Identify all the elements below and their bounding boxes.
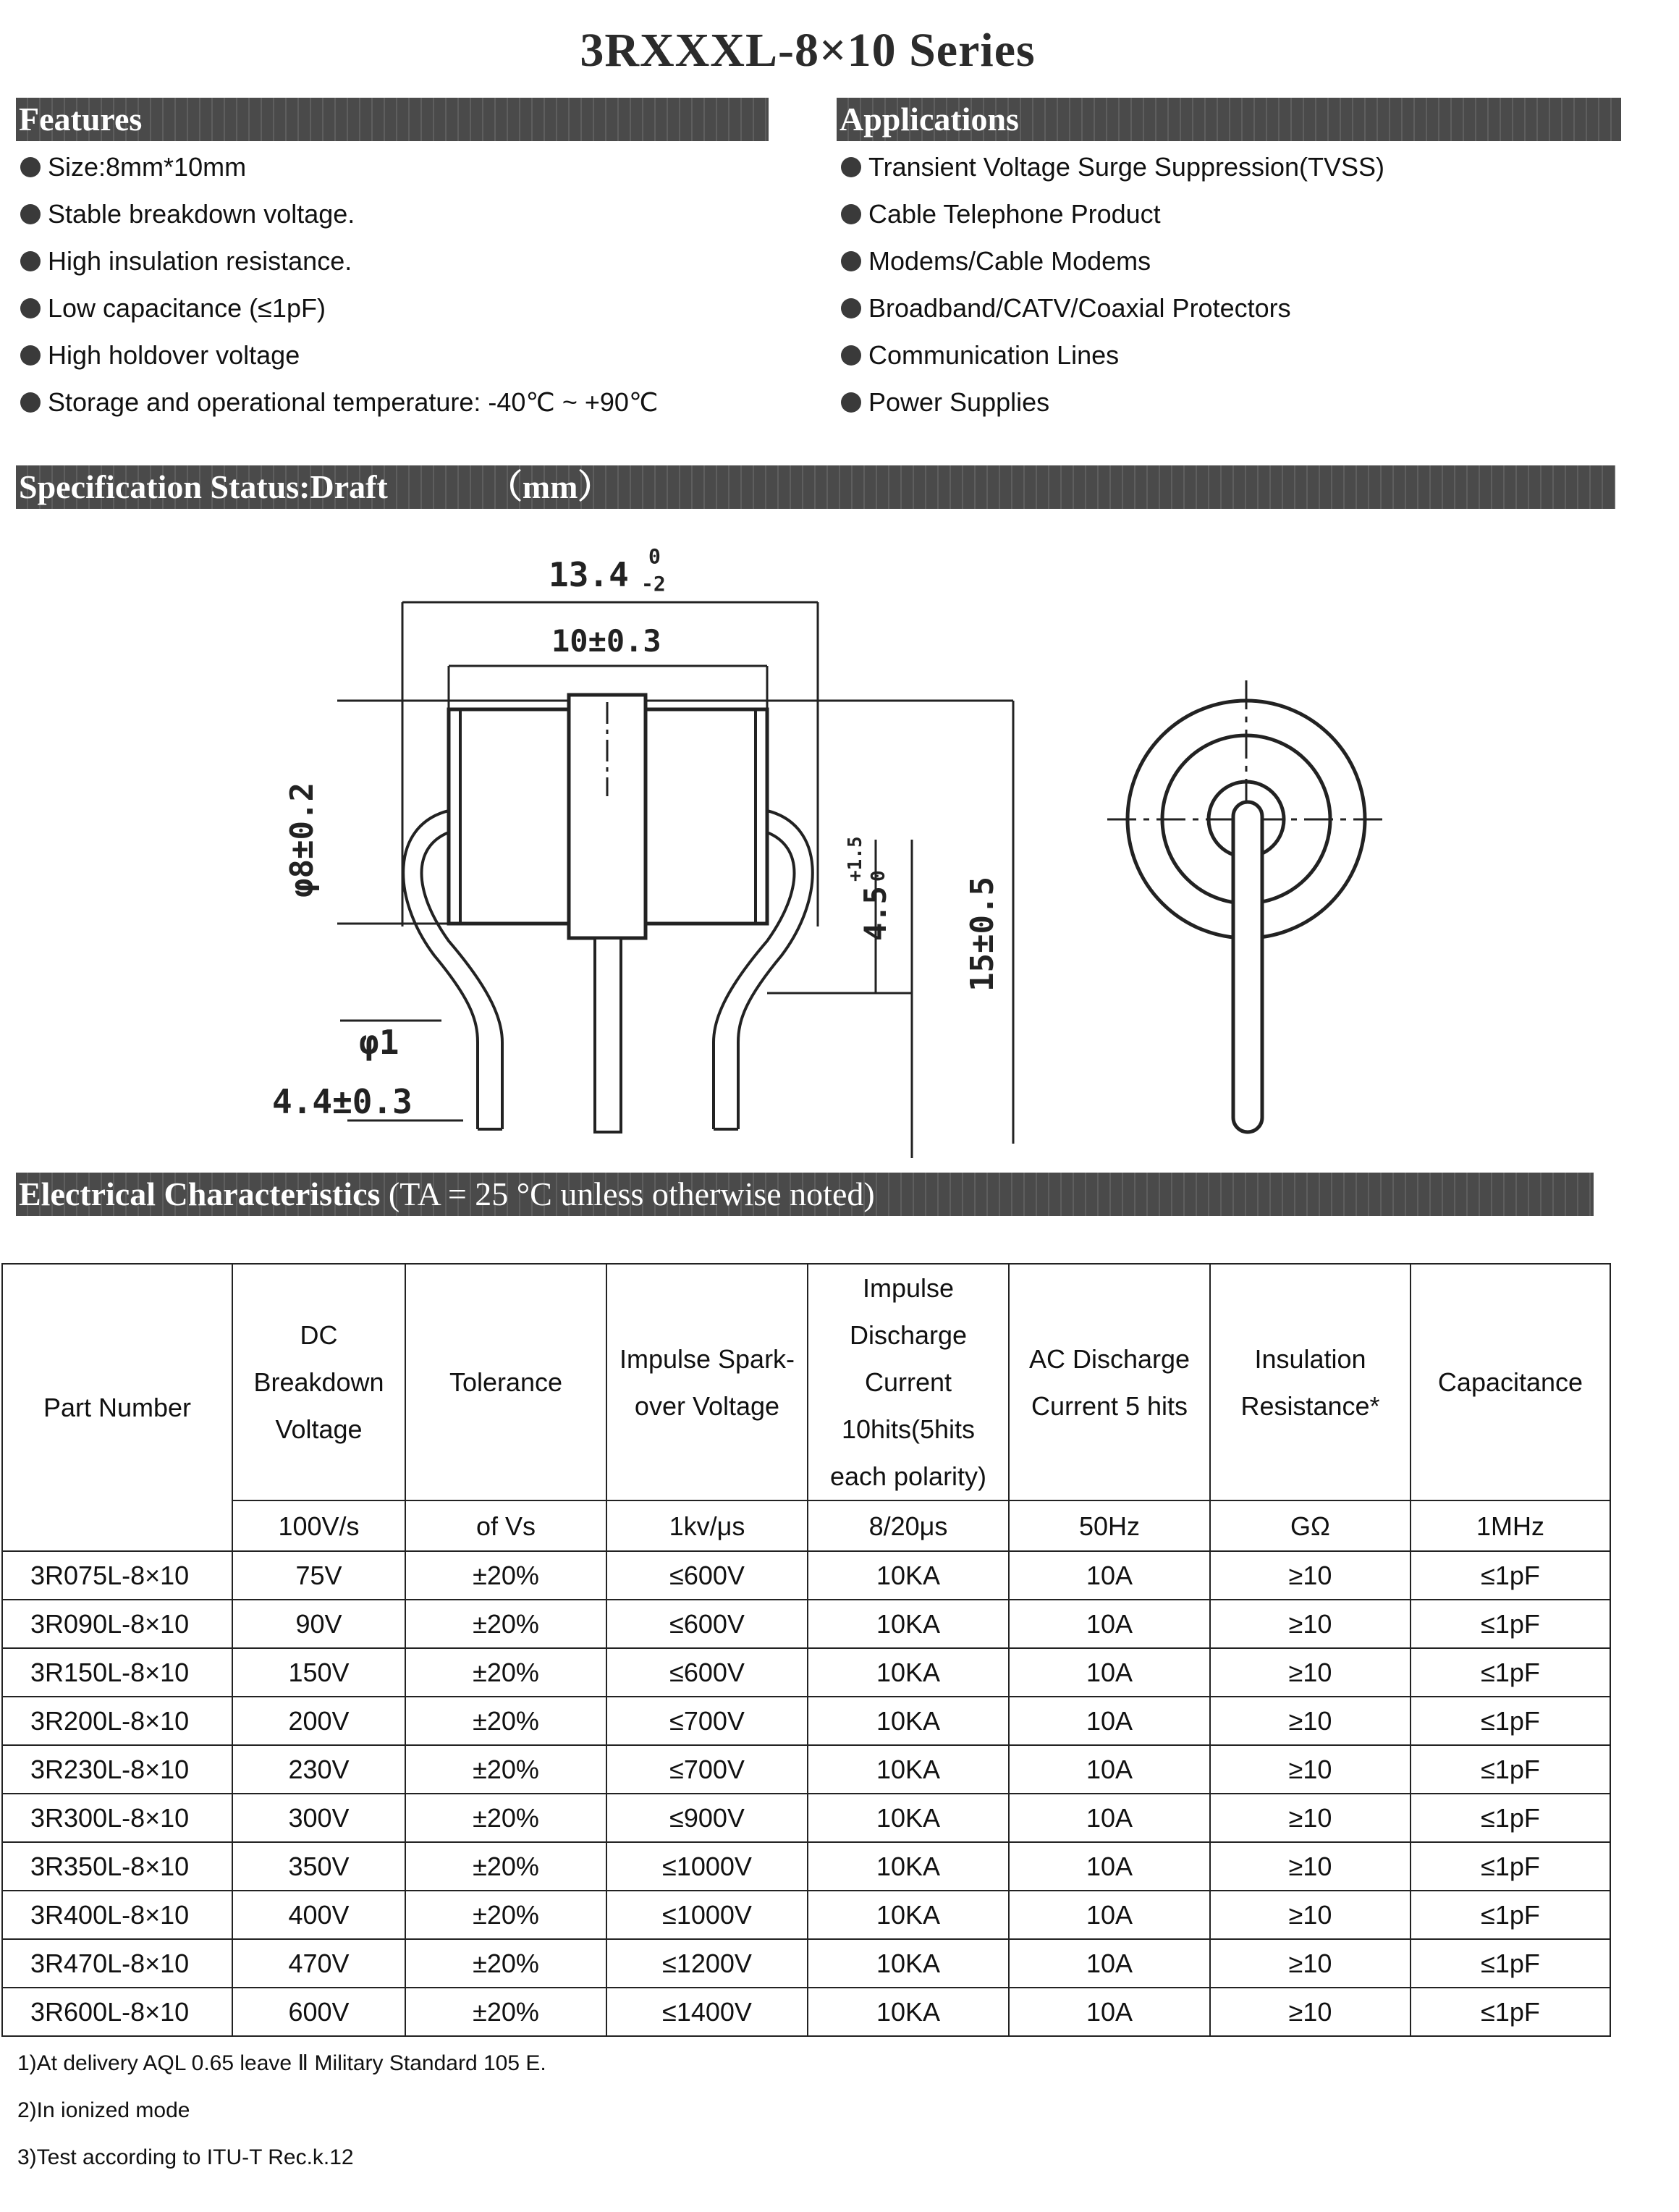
header-part-number: Part Number	[2, 1264, 232, 1551]
header-tolerance: Tolerance	[405, 1264, 606, 1500]
specification-heading-label: Specification Status:Draft	[19, 468, 388, 505]
list-item: Modems/Cable Modems	[841, 237, 1384, 284]
page-title: 3RXXXL-8×10 Series	[580, 24, 1036, 77]
bullet-icon	[841, 204, 861, 224]
table-cell: ≤1pF	[1411, 1648, 1610, 1697]
table-cell: 200V	[232, 1697, 405, 1745]
header-impulse-discharge: Impulse Discharge Current 10hits(5hits each polarity)	[808, 1264, 1009, 1500]
table-cell: ≥10	[1210, 1988, 1411, 2036]
table-cell: ≤1pF	[1411, 1745, 1610, 1794]
table-cell: ±20%	[405, 1745, 606, 1794]
table-cell: ≤600V	[606, 1551, 808, 1600]
table-cell: ≤1400V	[606, 1988, 808, 2036]
table-cell: ±20%	[405, 1988, 606, 2036]
table-cell: 3R090L-8×10	[2, 1600, 232, 1648]
table-row	[2, 1794, 1610, 1842]
table-cell: 150V	[232, 1648, 405, 1697]
applications-list	[841, 143, 1384, 426]
list-item: Cable Telephone Product	[841, 190, 1384, 237]
table-cell: ≥10	[1210, 1551, 1411, 1600]
table-cell: ≤700V	[606, 1745, 808, 1794]
table-cell: 10A	[1009, 1745, 1210, 1794]
table-cell: 10A	[1009, 1842, 1210, 1891]
applications-heading-label: Applications	[840, 101, 1019, 138]
table-cell: 230V	[232, 1745, 405, 1794]
table-cell: ≤1pF	[1411, 1551, 1610, 1600]
features-heading	[16, 98, 769, 141]
features-heading-label: Features	[19, 101, 143, 138]
table-cell: ≥10	[1210, 1648, 1411, 1697]
table-cell: 3R350L-8×10	[2, 1842, 232, 1891]
table-cell: 1kv/μs	[606, 1500, 808, 1551]
table-row	[2, 1697, 1610, 1745]
list-item: Communication Lines	[841, 332, 1384, 379]
table-cell: 10A	[1009, 1600, 1210, 1648]
table-row	[2, 1551, 1610, 1600]
table-cell: ±20%	[405, 1551, 606, 1600]
table-cell: 400V	[232, 1891, 405, 1939]
table-cell: ≤1pF	[1411, 1891, 1610, 1939]
table-cell: 470V	[232, 1939, 405, 1988]
table-cell: 10KA	[808, 1988, 1009, 2036]
table-cell: ≥10	[1210, 1891, 1411, 1939]
electrical-condition: (TA = 25 °C unless otherwise noted)	[388, 1175, 875, 1212]
list-item: Broadband/CATV/Coaxial Protectors	[841, 284, 1384, 332]
table-cell: 10A	[1009, 1891, 1210, 1939]
table-cell: ≤1200V	[606, 1939, 808, 1988]
specification-unit: （mm）	[489, 468, 612, 505]
bullet-icon	[841, 392, 861, 413]
table-cell: 75V	[232, 1551, 405, 1600]
table-cell: ±20%	[405, 1939, 606, 1988]
bullet-icon	[20, 204, 41, 224]
table-cell: 3R230L-8×10	[2, 1745, 232, 1794]
table-cell: 3R600L-8×10	[2, 1988, 232, 2036]
table-cell: 10A	[1009, 1648, 1210, 1697]
specification-heading	[16, 465, 1615, 509]
table-cell: 50Hz	[1009, 1500, 1210, 1551]
list-item: Size:8mm*10mm	[20, 143, 658, 190]
bullet-icon	[841, 298, 861, 318]
table-cell: ≤1pF	[1411, 1988, 1610, 2036]
table-cell: 10KA	[808, 1551, 1009, 1600]
table-units-row	[2, 1500, 1610, 1551]
table-cell: ≥10	[1210, 1939, 1411, 1988]
header-ac-discharge: AC Discharge Current 5 hits	[1009, 1264, 1210, 1500]
bullet-icon	[20, 345, 41, 366]
table-cell: ≤600V	[606, 1600, 808, 1648]
table-cell: ≤1pF	[1411, 1939, 1610, 1988]
list-item: High insulation resistance.	[20, 237, 658, 284]
footnotes	[17, 2040, 546, 2181]
table-cell: ≤700V	[606, 1697, 808, 1745]
table-cell: 300V	[232, 1794, 405, 1842]
footnote: 3)Test according to ITU-T Rec.k.12	[17, 2145, 354, 2169]
table-cell: ≥10	[1210, 1842, 1411, 1891]
table-row	[2, 1939, 1610, 1988]
table-cell: 3R400L-8×10	[2, 1891, 232, 1939]
table-cell: 10KA	[808, 1600, 1009, 1648]
dimension-drawing	[0, 521, 1615, 1173]
header-dc-breakdown: DC Breakdown Voltage	[232, 1264, 405, 1500]
table-cell: 90V	[232, 1600, 405, 1648]
bullet-icon	[841, 157, 861, 177]
bullet-icon	[20, 251, 41, 271]
table-cell: 10KA	[808, 1745, 1009, 1794]
table-cell: 600V	[232, 1988, 405, 2036]
table-cell: ±20%	[405, 1648, 606, 1697]
table-cell: 3R470L-8×10	[2, 1939, 232, 1988]
table-row	[2, 1745, 1610, 1794]
table-cell: ≤600V	[606, 1648, 808, 1697]
dim-lead-spacing: 4.4±0.3	[272, 1082, 413, 1121]
table-cell: ±20%	[405, 1600, 606, 1648]
table-cell: 10KA	[808, 1794, 1009, 1842]
table-cell: 3R300L-8×10	[2, 1794, 232, 1842]
table-cell: 100V/s	[232, 1500, 405, 1551]
table-cell: ≤900V	[606, 1794, 808, 1842]
list-item: Stable breakdown voltage.	[20, 190, 658, 237]
table-cell: 10A	[1009, 1697, 1210, 1745]
table-cell: 1MHz	[1411, 1500, 1610, 1551]
dim-lead-diameter: φ1	[359, 1023, 399, 1062]
table-cell: ≤1pF	[1411, 1697, 1610, 1745]
table-cell: 350V	[232, 1842, 405, 1891]
header-capacitance: Capacitance	[1411, 1264, 1610, 1500]
table-cell: 8/20μs	[808, 1500, 1009, 1551]
table-cell: ≤1000V	[606, 1891, 808, 1939]
dim-lead-bend-tol-lower: 0	[868, 870, 889, 882]
dim-height: 15±0.5	[964, 877, 1001, 992]
dim-total-length-tol-upper: 0	[648, 544, 661, 568]
bullet-icon	[841, 345, 861, 366]
table-header-row	[2, 1264, 1610, 1500]
table-cell: ≤1pF	[1411, 1600, 1610, 1648]
table-row	[2, 1600, 1610, 1648]
table-cell: 10A	[1009, 1988, 1210, 2036]
dim-lead-bend-tol-upper: +1.5	[845, 836, 866, 882]
bullet-icon	[841, 251, 861, 271]
table-cell: ≥10	[1210, 1794, 1411, 1842]
table-cell: 10KA	[808, 1648, 1009, 1697]
table-cell: 3R150L-8×10	[2, 1648, 232, 1697]
table-cell: of Vs	[405, 1500, 606, 1551]
table-cell: ≤1pF	[1411, 1794, 1610, 1842]
header-insulation: Insulation Resistance*	[1210, 1264, 1411, 1500]
list-item: Power Supplies	[841, 379, 1384, 426]
header-impulse-sparkover: Impulse Spark-over Voltage	[606, 1264, 808, 1500]
table-cell: 10A	[1009, 1939, 1210, 1988]
table-row	[2, 1988, 1610, 2036]
table-cell: 3R075L-8×10	[2, 1551, 232, 1600]
table-row	[2, 1842, 1610, 1891]
table-cell: 10KA	[808, 1842, 1009, 1891]
list-item: High holdover voltage	[20, 332, 658, 379]
table-cell: ≤1000V	[606, 1842, 808, 1891]
table-cell: ≥10	[1210, 1600, 1411, 1648]
dim-body-length: 10±0.3	[551, 623, 661, 659]
table-cell: 10KA	[808, 1891, 1009, 1939]
table-cell: 10A	[1009, 1551, 1210, 1600]
electrical-heading	[16, 1173, 1594, 1216]
table-cell: ≥10	[1210, 1745, 1411, 1794]
dim-total-length-tol-lower: -2	[641, 572, 666, 596]
list-item: Storage and operational temperature: -40℃ ~ +90℃	[20, 379, 658, 426]
table-cell: ±20%	[405, 1697, 606, 1745]
table-row	[2, 1648, 1610, 1697]
footnote: 2)In ionized mode	[17, 2098, 190, 2122]
table-row	[2, 1891, 1610, 1939]
bullet-icon	[20, 157, 41, 177]
electrical-table	[1, 1263, 1611, 2037]
applications-heading	[837, 98, 1621, 141]
table-cell: 10KA	[808, 1939, 1009, 1988]
dim-diameter: φ8±0.2	[284, 782, 321, 898]
table-cell: 3R200L-8×10	[2, 1697, 232, 1745]
table-cell: ≥10	[1210, 1697, 1411, 1745]
table-cell: ±20%	[405, 1891, 606, 1939]
electrical-heading-label: Electrical Characteristics	[19, 1175, 381, 1212]
table-cell: 10A	[1009, 1794, 1210, 1842]
bullet-icon	[20, 392, 41, 413]
table-cell: ±20%	[405, 1842, 606, 1891]
table-cell: ±20%	[405, 1794, 606, 1842]
dim-total-length: 13.4	[549, 555, 629, 594]
list-item: Low capacitance (≤1pF)	[20, 284, 658, 332]
features-list	[20, 143, 658, 426]
table-cell: 10KA	[808, 1697, 1009, 1745]
table-cell: ≤1pF	[1411, 1842, 1610, 1891]
table-cell: GΩ	[1210, 1500, 1411, 1551]
bullet-icon	[20, 298, 41, 318]
footnote: 1)At delivery AQL 0.65 leave Ⅱ Military Standard 105 E.	[17, 2051, 546, 2075]
dim-lead-bend: 4.5	[858, 886, 893, 941]
list-item: Transient Voltage Surge Suppression(TVSS)	[841, 143, 1384, 190]
